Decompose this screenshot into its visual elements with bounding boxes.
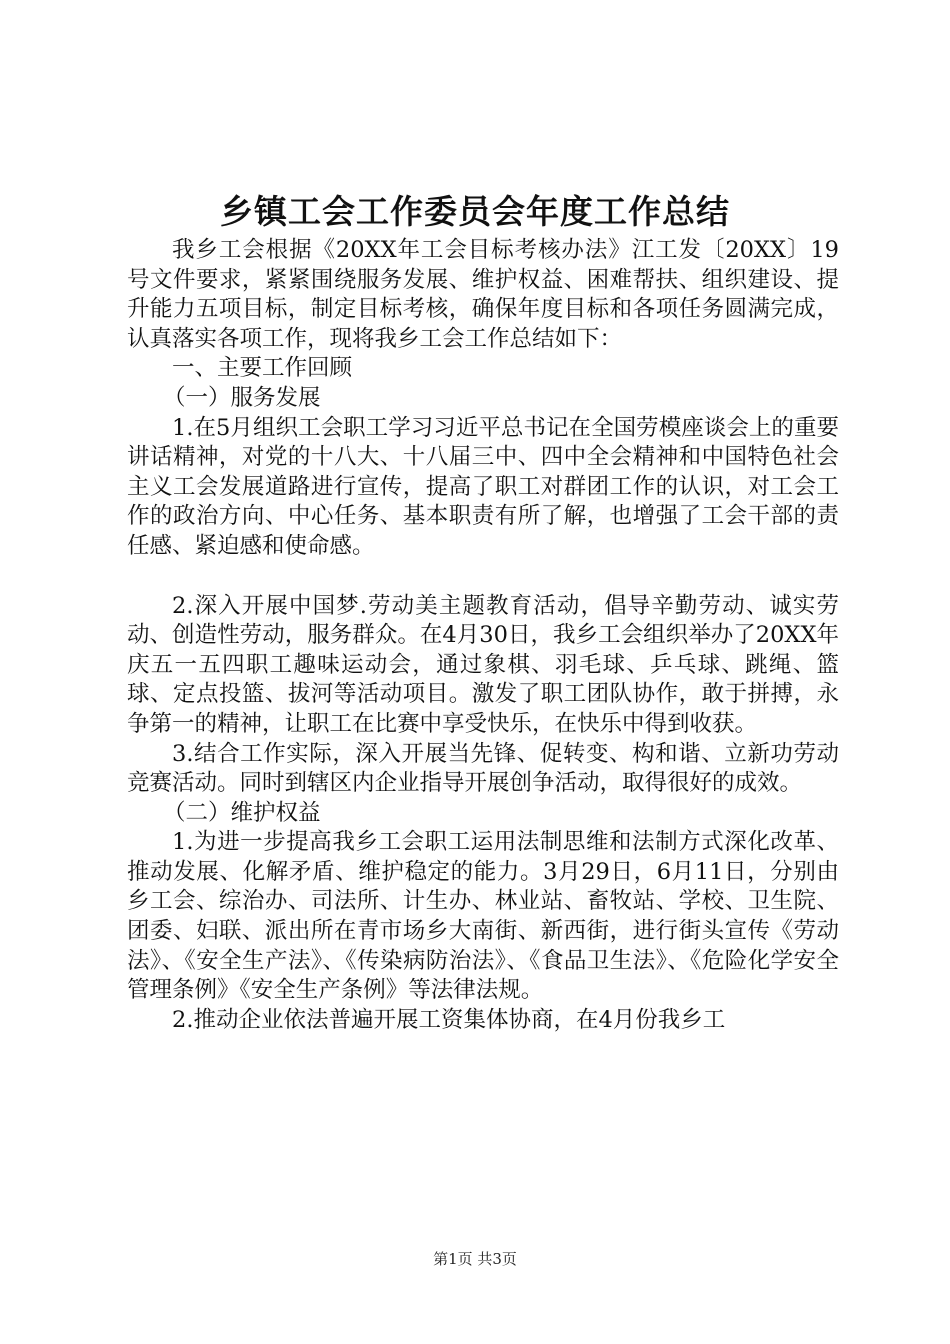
subsection-heading: （一）服务发展 [163, 384, 321, 411]
list-item: 3.结合工作实际，深入开展当先锋、促转变、构和谐、立新功劳动竞赛活动。同时到辖区内企业指导开展创争活动，取得很好的成效。 [127, 740, 839, 797]
document-body [127, 236, 839, 1035]
list-item: 1.在5月组织工会职工学习习近平总书记在全国劳模座谈会上的重要讲话精神，对党的十八大、十八届三中、四中全会精神和中国特色社会主义工会发展道路进行宣传，提高了职工对群团工作的认识，对工会工作的政治方向、中心任务、基本职责有所了解，也增强了工会干部的责任感、紧迫感和使命感。 [127, 414, 839, 559]
page-footer: 第1页 共3页 [433, 1250, 517, 1268]
list-item: 1.为进一步提高我乡工会职工运用法制思维和法制方式深化改革、推动发展、化解矛盾、维护稳定的能力。3月29日，6月11日，分别由乡工会、综治办、司法所、计生办、林业站、畜牧站、学校、卫生院、团委、妇联、派出所在青市场乡大南街、新西街，进行街头宣传《劳动法》、《安全生产法》、《传染病防治法》、《食品卫生法》、《危险化学安全管理条例》《安全生产条例》等法律法规。 [127, 829, 839, 1004]
subsection-heading: （二）维护权益 [163, 799, 321, 826]
paragraph-spacer [127, 562, 839, 592]
list-item: 2.推动企业依法普遍开展工资集体协商，在4月份我乡工 [172, 1006, 726, 1033]
intro-paragraph: 我乡工会根据《20XX年工会目标考核办法》江工发〔20XX〕19号文件要求，紧紧围绕服务发展、维护权益、困难帮扶、组织建设、提升能力五项目标，制定目标考核，确保年度目标和各项任务圆满完成，认真落实各项工作，现将我乡工会工作总结如下： [127, 237, 839, 352]
section-heading: 一、主要工作回顾 [172, 355, 353, 382]
list-item: 2.深入开展中国梦.劳动美主题教育活动，倡导辛勤劳动、诚实劳动、创造性劳动，服务群众。在4月30日，我乡工会组织举办了20XX年庆五一五四职工趣味运动会，通过象棋、羽毛球、乒乓球、跳绳、篮球、定点投篮、拔河等活动项目。激发了职工团队协作，敢于拼搏，永争第一的精神，让职工在比赛中享受快乐，在快乐中得到收获。 [127, 592, 839, 737]
document-title: 乡镇工会工作委员会年度工作总结 [220, 192, 730, 231]
